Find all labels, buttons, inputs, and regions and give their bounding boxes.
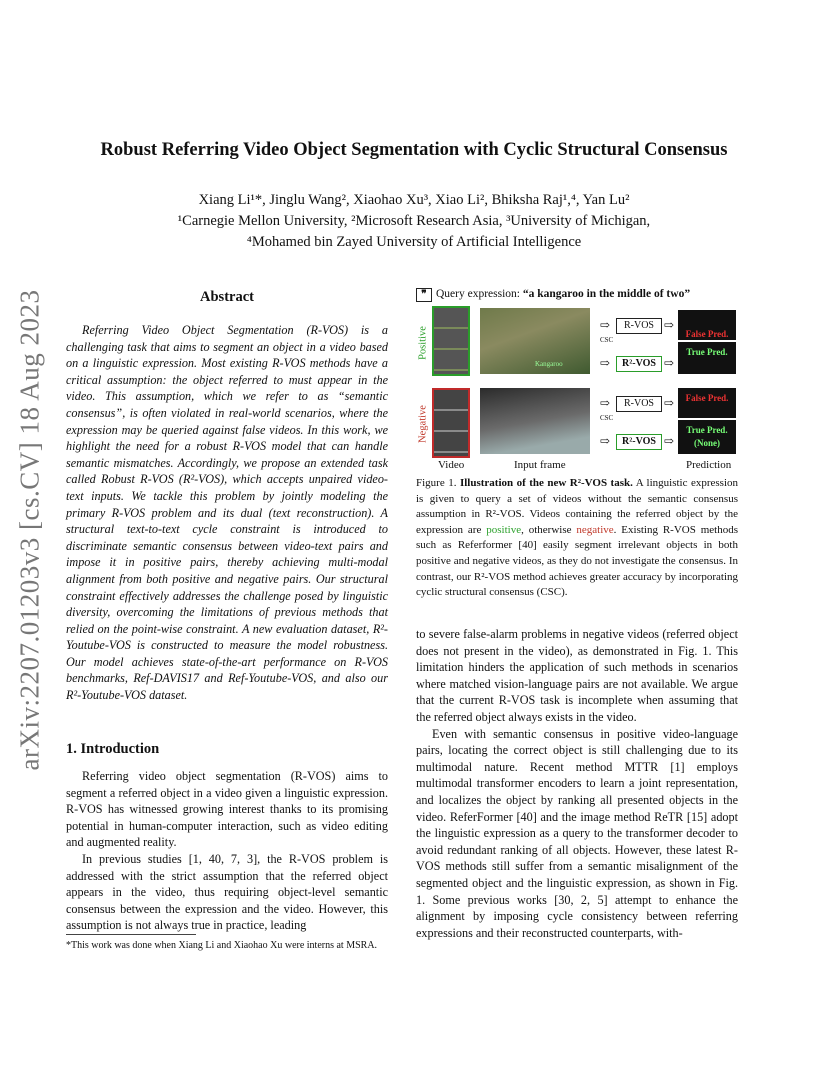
quote-icon: ❞ (416, 288, 432, 302)
positive-video-thumbnails (432, 306, 470, 376)
figure-1 (416, 288, 738, 474)
abstract-heading: Abstract (200, 289, 254, 305)
query-expression (416, 288, 690, 302)
csc-label-positive: CSC (600, 336, 614, 344)
right-paragraph-1: to severe false-alarm problems in negative videos (referred object does not present in the video), as demonstrated in Fig. 1. This limitation hinders the application of such methods in scenarios where matched vision-language pairs are not available. We argue that the current R-VOS task is incomplete when assuming that the referred object always exists in the video. (416, 627, 738, 724)
arrow-right-icon: ⇨ (600, 356, 611, 370)
false-pred-negative: False Pred. (678, 388, 736, 418)
arrow-right-icon: ⇨ (600, 318, 611, 332)
false-pred-positive: False Pred. (678, 310, 736, 340)
intro-paragraph-1: Referring video object segmentation (R-VOS) aims to segment a referred object in a video given a linguistic expression. R-VOS has witnessed growing interest thanks to its promising potential in human-computer interaction, such as video editing and augmented reality. (66, 769, 388, 850)
query-label: Query expression: (436, 288, 520, 300)
right-column-body (416, 626, 738, 941)
arxiv-identifier (0, 290, 60, 770)
column-label-prediction: Prediction (686, 459, 732, 471)
introduction-body (66, 768, 388, 934)
positive-input-frame: Kangaroo (480, 308, 590, 374)
r2vos-box-negative: R²-VOS (616, 434, 662, 450)
r2vos-box-positive: R²-VOS (616, 356, 662, 372)
arxiv-identifier-text: arXiv:2207.01203v3 [cs.CV] 18 Aug 2023 (14, 289, 45, 771)
column-label-video: Video (438, 459, 465, 471)
affiliation-line-1: ¹Carnegie Mellon University, ²Microsoft Research Asia, ³University of Michigan, (177, 213, 651, 229)
arrow-right-icon: ⇨ (664, 396, 675, 410)
paper-title: Robust Referring Video Object Segmentation with Cyclic Structural Consensus (100, 140, 728, 160)
arrow-right-icon: ⇨ (664, 356, 675, 370)
positive-label: Positive (417, 326, 429, 360)
csc-label-negative: CSC (600, 414, 614, 422)
footnote-rule (66, 934, 196, 935)
arrow-right-icon: ⇨ (600, 434, 611, 448)
figure-1-caption: Figure 1. Illustration of the new R²-VOS task. A linguistic expression is given to query a set of videos without the semantic consensus assumption in R²-VOS. Videos containing the referred object by the expression are positive, otherwise negative. Existing R-VOS methods such as Referformer [40] easily segment irrelevant objects in both positive and negative videos, as they do not investigate the consensus. In contrast, our R²-VOS method achieves greater accuracy by incorporating cyclic structural consensus (CSC). (416, 477, 739, 599)
column-label-input: Input frame (514, 459, 566, 471)
rvos-box-negative: R-VOS (616, 396, 662, 412)
true-pred-negative: True Pred. (None) (678, 420, 736, 454)
negative-video-thumbnails (432, 388, 470, 458)
affiliation-line-2: ⁴Mohamed bin Zayed University of Artificial Intelligence (246, 234, 582, 250)
introduction-heading: 1. Introduction (66, 741, 160, 757)
rvos-box-positive: R-VOS (616, 318, 662, 334)
arrow-right-icon: ⇨ (600, 396, 611, 410)
true-pred-positive: True Pred. (678, 342, 736, 374)
negative-label: Negative (417, 405, 429, 443)
right-paragraph-2: Even with semantic consensus in positive video-language pairs, locating the correct object is still challenging due to its multimodal nature. Recent method MTTR [1] employs multimodal transformer encoders to learn a joint representation, and localizes the object by ranking all presented objects in the video. ReferFormer [40] and the image method ReTR [15] adopt the linguistic expression as a query to the transformer decoder to avoid redundant ranking of all objects. However, these latest R-VOS methods still suffer from a semantic misalignment of the segmented object and the linguistic expression, as shown in Fig. 1. Some previous works [30, 2, 5] attempt to enhance the alignment by imposing cycle consistency between referring expressions and their reconstructed counterparts, with- (416, 726, 738, 940)
footnote: *This work was done when Xiang Li and Xiaohao Xu were interns at MSRA. (66, 940, 378, 951)
negative-input-frame (480, 388, 590, 454)
intro-paragraph-2: In previous studies [1, 40, 7, 3], the R-VOS problem is addressed with the strict assumption that the referred object appears in the video, thus requiring object-level semantic consensus between the expression and the video. However, this assumption is not always true in practice, leading (66, 851, 388, 933)
arrow-right-icon: ⇨ (664, 434, 675, 448)
author-list: Xiang Li¹*, Jinglu Wang², Xiaohao Xu³, Xiao Li², Bhiksha Raj¹,⁴, Yan Lu² (198, 192, 630, 208)
arrow-right-icon: ⇨ (664, 318, 675, 332)
query-text: “a kangaroo in the middle of two” (522, 288, 691, 300)
abstract-body: Referring Video Object Segmentation (R-VOS) is a challenging task that aims to segment an object in a video based on a linguistic expression. Most existing R-VOS methods have a critical assumption: the object referred to must appear in the video. This assumption, which we refer to as “semantic consensus”, is often violated in real-world scenarios, where the expression may be queried against false videos. In this work, we highlight the need for a robust R-VOS model that can handle semantic mismatches. Accordingly, we propose an extended task called Robust R-VOS (R²-VOS), which accepts unpaired video-text inputs. We tackle this problem by jointly modeling the primary R-VOS problem and its dual (text reconstruction). A structural text-to-text cycle constraint is introduced to discriminate semantic consensus between video-text pairs and impose it in positive pairs, thereby achieving multi-modal alignment from both positive and negative pairs. Our structural constraint effectively addresses the challenge posed by linguistic diversity, overcoming the limitations of previous methods that relied on the point-wise constraint. A new evaluation dataset, R²-Youtube-VOS is constructed to measure the model robustness. Our model achieves state-of-the-art performance on R-VOS benchmarks, Ref-DAVIS17 and Ref-Youtube-VOS, and also our R²-Youtube-VOS dataset. (66, 323, 388, 703)
author-block (0, 190, 828, 253)
